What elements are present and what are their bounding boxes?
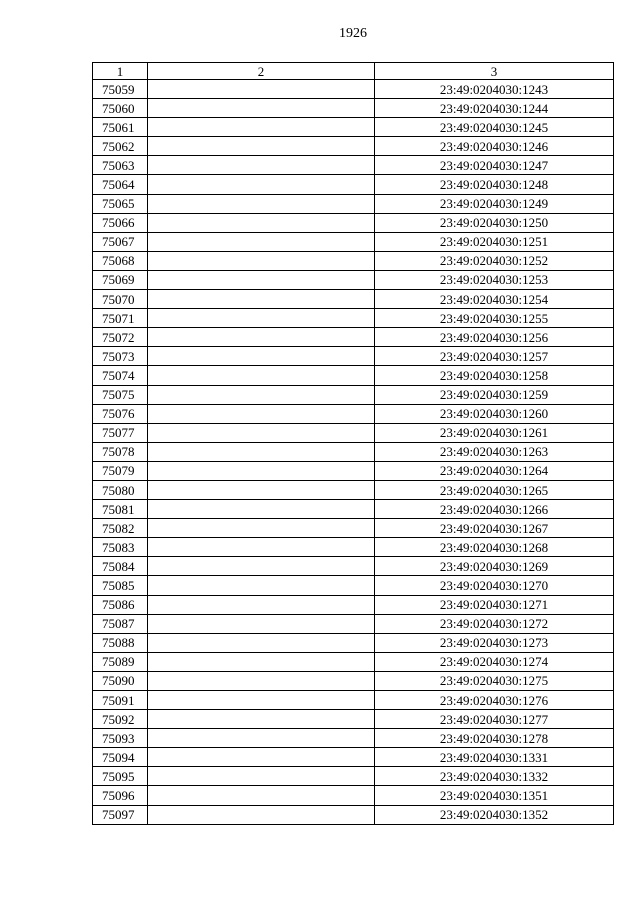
row-number-cell: 75089	[93, 652, 148, 671]
row-number-cell: 75079	[93, 461, 148, 480]
table-row	[93, 500, 614, 519]
table-row	[93, 385, 614, 404]
row-number-cell: 75077	[93, 423, 148, 442]
row-empty-cell	[148, 652, 375, 671]
cadastral-number-cell: 23:49:0204030:1331	[375, 748, 614, 767]
row-empty-cell	[148, 748, 375, 767]
row-number-cell: 75080	[93, 480, 148, 499]
cadastral-number-cell: 23:49:0204030:1256	[375, 328, 614, 347]
row-empty-cell	[148, 80, 375, 99]
table-row	[93, 786, 614, 805]
table-row	[93, 519, 614, 538]
row-number-cell: 75063	[93, 156, 148, 175]
row-empty-cell	[148, 290, 375, 309]
table-row	[93, 80, 614, 99]
table-row	[93, 480, 614, 499]
row-empty-cell	[148, 137, 375, 156]
row-empty-cell	[148, 442, 375, 461]
row-empty-cell	[148, 500, 375, 519]
table-row	[93, 671, 614, 690]
cadastral-number-cell: 23:49:0204030:1269	[375, 557, 614, 576]
row-number-cell: 75073	[93, 347, 148, 366]
table-header	[93, 63, 614, 80]
registry-table	[92, 62, 614, 825]
table-row	[93, 748, 614, 767]
row-number-cell: 75083	[93, 538, 148, 557]
row-number-cell: 75071	[93, 309, 148, 328]
cadastral-number-cell: 23:49:0204030:1278	[375, 729, 614, 748]
cadastral-number-cell: 23:49:0204030:1258	[375, 366, 614, 385]
table-row	[93, 137, 614, 156]
row-empty-cell	[148, 614, 375, 633]
cadastral-number-cell: 23:49:0204030:1267	[375, 519, 614, 538]
row-number-cell: 75090	[93, 671, 148, 690]
table-row	[93, 691, 614, 710]
cadastral-number-cell: 23:49:0204030:1245	[375, 118, 614, 137]
cadastral-number-cell: 23:49:0204030:1243	[375, 80, 614, 99]
cadastral-number-cell: 23:49:0204030:1351	[375, 786, 614, 805]
column-header-1: 1	[93, 63, 148, 80]
table-row	[93, 404, 614, 423]
row-number-cell: 75078	[93, 442, 148, 461]
row-number-cell: 75097	[93, 805, 148, 824]
row-empty-cell	[148, 309, 375, 328]
table-row	[93, 118, 614, 137]
row-number-cell: 75072	[93, 328, 148, 347]
cadastral-number-cell: 23:49:0204030:1271	[375, 595, 614, 614]
cadastral-number-cell: 23:49:0204030:1270	[375, 576, 614, 595]
cadastral-number-cell: 23:49:0204030:1248	[375, 175, 614, 194]
row-number-cell: 75074	[93, 366, 148, 385]
row-number-cell: 75062	[93, 137, 148, 156]
cadastral-number-cell: 23:49:0204030:1332	[375, 767, 614, 786]
row-number-cell: 75085	[93, 576, 148, 595]
table-row	[93, 710, 614, 729]
row-number-cell: 75061	[93, 118, 148, 137]
table-row	[93, 767, 614, 786]
table-row	[93, 805, 614, 824]
cadastral-number-cell: 23:49:0204030:1255	[375, 309, 614, 328]
cadastral-number-cell: 23:49:0204030:1274	[375, 652, 614, 671]
row-number-cell: 75081	[93, 500, 148, 519]
row-empty-cell	[148, 270, 375, 289]
row-number-cell: 75059	[93, 80, 148, 99]
table-row	[93, 423, 614, 442]
cadastral-number-cell: 23:49:0204030:1268	[375, 538, 614, 557]
row-number-cell: 75093	[93, 729, 148, 748]
row-number-cell: 75066	[93, 213, 148, 232]
table-row	[93, 652, 614, 671]
row-empty-cell	[148, 633, 375, 652]
cadastral-number-cell: 23:49:0204030:1276	[375, 691, 614, 710]
table-row	[93, 576, 614, 595]
row-empty-cell	[148, 404, 375, 423]
row-empty-cell	[148, 232, 375, 251]
cadastral-number-cell: 23:49:0204030:1263	[375, 442, 614, 461]
table-row	[93, 251, 614, 270]
cadastral-number-cell: 23:49:0204030:1277	[375, 710, 614, 729]
cadastral-number-cell: 23:49:0204030:1261	[375, 423, 614, 442]
row-number-cell: 75088	[93, 633, 148, 652]
row-empty-cell	[148, 251, 375, 270]
row-empty-cell	[148, 194, 375, 213]
table-row	[93, 557, 614, 576]
row-number-cell: 75096	[93, 786, 148, 805]
row-number-cell: 75069	[93, 270, 148, 289]
row-number-cell: 75094	[93, 748, 148, 767]
table-row	[93, 99, 614, 118]
row-empty-cell	[148, 691, 375, 710]
cadastral-number-cell: 23:49:0204030:1275	[375, 671, 614, 690]
table-body	[93, 80, 614, 825]
row-number-cell: 75082	[93, 519, 148, 538]
cadastral-number-cell: 23:49:0204030:1260	[375, 404, 614, 423]
row-number-cell: 75070	[93, 290, 148, 309]
cadastral-number-cell: 23:49:0204030:1250	[375, 213, 614, 232]
cadastral-number-cell: 23:49:0204030:1266	[375, 500, 614, 519]
row-empty-cell	[148, 175, 375, 194]
row-empty-cell	[148, 710, 375, 729]
row-number-cell: 75060	[93, 99, 148, 118]
row-number-cell: 75095	[93, 767, 148, 786]
table-row	[93, 366, 614, 385]
row-number-cell: 75075	[93, 385, 148, 404]
row-empty-cell	[148, 385, 375, 404]
cadastral-number-cell: 23:49:0204030:1251	[375, 232, 614, 251]
row-empty-cell	[148, 366, 375, 385]
table-row	[93, 270, 614, 289]
row-number-cell: 75091	[93, 691, 148, 710]
row-empty-cell	[148, 461, 375, 480]
row-number-cell: 75076	[93, 404, 148, 423]
cadastral-number-cell: 23:49:0204030:1259	[375, 385, 614, 404]
row-empty-cell	[148, 538, 375, 557]
row-empty-cell	[148, 480, 375, 499]
row-number-cell: 75067	[93, 232, 148, 251]
row-empty-cell	[148, 328, 375, 347]
table-row	[93, 461, 614, 480]
table-row	[93, 538, 614, 557]
table-row	[93, 175, 614, 194]
table-header-row	[93, 63, 614, 80]
row-empty-cell	[148, 156, 375, 175]
cadastral-number-cell: 23:49:0204030:1352	[375, 805, 614, 824]
cadastral-number-cell: 23:49:0204030:1273	[375, 633, 614, 652]
table-row	[93, 309, 614, 328]
cadastral-number-cell: 23:49:0204030:1249	[375, 194, 614, 213]
page-number: 1926	[339, 26, 367, 41]
column-header-2: 2	[148, 63, 375, 80]
row-number-cell: 75086	[93, 595, 148, 614]
cadastral-number-cell: 23:49:0204030:1253	[375, 270, 614, 289]
row-empty-cell	[148, 767, 375, 786]
row-empty-cell	[148, 786, 375, 805]
cadastral-number-cell: 23:49:0204030:1252	[375, 251, 614, 270]
table-row	[93, 729, 614, 748]
cadastral-number-cell: 23:49:0204030:1247	[375, 156, 614, 175]
row-empty-cell	[148, 99, 375, 118]
table-row	[93, 633, 614, 652]
column-header-3: 3	[375, 63, 614, 80]
table-row	[93, 347, 614, 366]
row-number-cell: 75065	[93, 194, 148, 213]
cadastral-number-cell: 23:49:0204030:1272	[375, 614, 614, 633]
row-empty-cell	[148, 118, 375, 137]
table-row	[93, 213, 614, 232]
table-row	[93, 194, 614, 213]
row-empty-cell	[148, 729, 375, 748]
row-empty-cell	[148, 576, 375, 595]
table-row	[93, 595, 614, 614]
row-empty-cell	[148, 213, 375, 232]
table-row	[93, 290, 614, 309]
row-empty-cell	[148, 423, 375, 442]
row-empty-cell	[148, 671, 375, 690]
row-number-cell: 75064	[93, 175, 148, 194]
row-empty-cell	[148, 557, 375, 576]
row-empty-cell	[148, 519, 375, 538]
row-number-cell: 75092	[93, 710, 148, 729]
row-empty-cell	[148, 347, 375, 366]
row-number-cell: 75068	[93, 251, 148, 270]
table-row	[93, 614, 614, 633]
cadastral-number-cell: 23:49:0204030:1264	[375, 461, 614, 480]
table-row	[93, 156, 614, 175]
cadastral-number-cell: 23:49:0204030:1254	[375, 290, 614, 309]
table-row	[93, 328, 614, 347]
cadastral-number-cell: 23:49:0204030:1246	[375, 137, 614, 156]
table-row	[93, 442, 614, 461]
cadastral-number-cell: 23:49:0204030:1257	[375, 347, 614, 366]
row-number-cell: 75084	[93, 557, 148, 576]
cadastral-number-cell: 23:49:0204030:1265	[375, 480, 614, 499]
row-empty-cell	[148, 595, 375, 614]
table-row	[93, 232, 614, 251]
row-number-cell: 75087	[93, 614, 148, 633]
cadastral-number-cell: 23:49:0204030:1244	[375, 99, 614, 118]
row-empty-cell	[148, 805, 375, 824]
